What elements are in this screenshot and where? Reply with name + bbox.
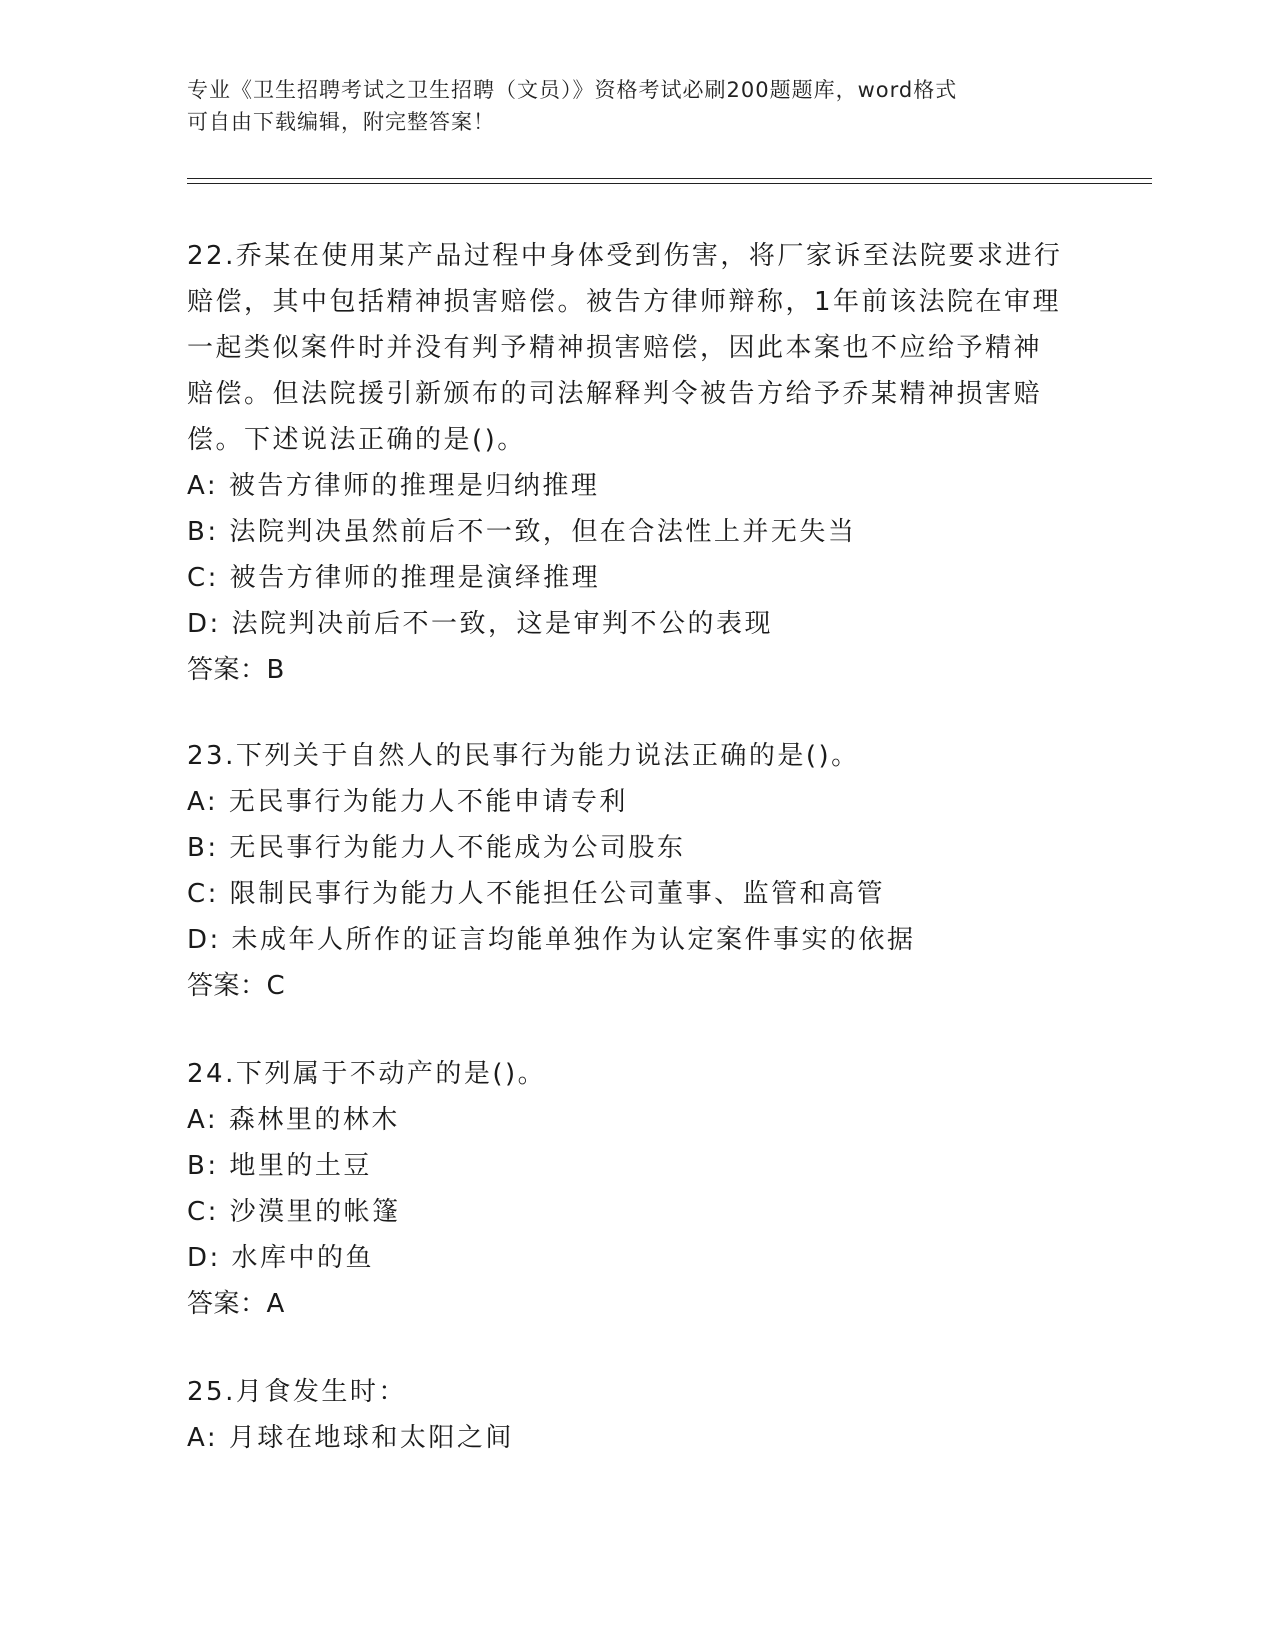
question-stem-line: 25.月食发生时： — [187, 1377, 407, 1407]
document-header — [187, 74, 1087, 138]
question-23 — [187, 733, 1077, 1009]
option-d: D: 未成年人所作的证言均能单独作为认定案件事实的依据 — [187, 925, 916, 955]
option-c: C: 被告方律师的推理是演绎推理 — [187, 563, 601, 593]
question-22 — [187, 233, 1077, 693]
option-a: A: 无民事行为能力人不能申请专利 — [187, 787, 628, 817]
option-b: B: 法院判决虽然前后不一致，但在合法性上并无失当 — [187, 517, 857, 547]
question-stem-line: 赔偿。但法院援引新颁布的司法解释判令被告方给予乔某精神损害赔 — [187, 379, 1043, 409]
option-a: A: 被告方律师的推理是归纳推理 — [187, 471, 600, 501]
question-24 — [187, 1051, 1077, 1327]
option-c: C: 限制民事行为能力人不能担任公司董事、监管和高管 — [187, 879, 886, 909]
option-b: B: 地里的土豆 — [187, 1151, 372, 1181]
question-stem-line: 偿。下述说法正确的是()。 — [187, 425, 526, 455]
question-stem-line: 24.下列属于不动产的是()。 — [187, 1059, 547, 1089]
question-stem-line: 22.乔某在使用某产品过程中身体受到伤害，将厂家诉至法院要求进行 — [187, 241, 1063, 271]
option-d: D: 水库中的鱼 — [187, 1243, 375, 1273]
header-title-line: 专业《卫生招聘考试之卫生招聘（文员）》资格考试必刷200题题库，word格式 — [187, 78, 958, 102]
option-a: A: 月球在地球和太阳之间 — [187, 1423, 514, 1453]
question-stem-line: 一起类似案件时并没有判予精神损害赔偿，因此本案也不应给予精神 — [187, 333, 1043, 363]
header-subtitle-line: 可自由下载编辑，附完整答案！ — [187, 110, 495, 134]
header-divider-bottom — [187, 183, 1152, 184]
question-25 — [187, 1369, 1077, 1461]
answer-label: 答案：A — [187, 1289, 285, 1319]
answer-label: 答案：B — [187, 655, 285, 685]
question-stem-line: 赔偿，其中包括精神损害赔偿。被告方律师辩称，1年前该法院在审理 — [187, 287, 1062, 317]
option-c: C: 沙漠里的帐篷 — [187, 1197, 401, 1227]
header-divider-top — [187, 178, 1152, 179]
answer-label: 答案：C — [187, 971, 286, 1001]
question-stem-line: 23.下列关于自然人的民事行为能力说法正确的是()。 — [187, 741, 860, 771]
option-a: A: 森林里的林木 — [187, 1105, 400, 1135]
option-d: D: 法院判决前后不一致，这是审判不公的表现 — [187, 609, 774, 639]
option-b: B: 无民事行为能力人不能成为公司股东 — [187, 833, 686, 863]
